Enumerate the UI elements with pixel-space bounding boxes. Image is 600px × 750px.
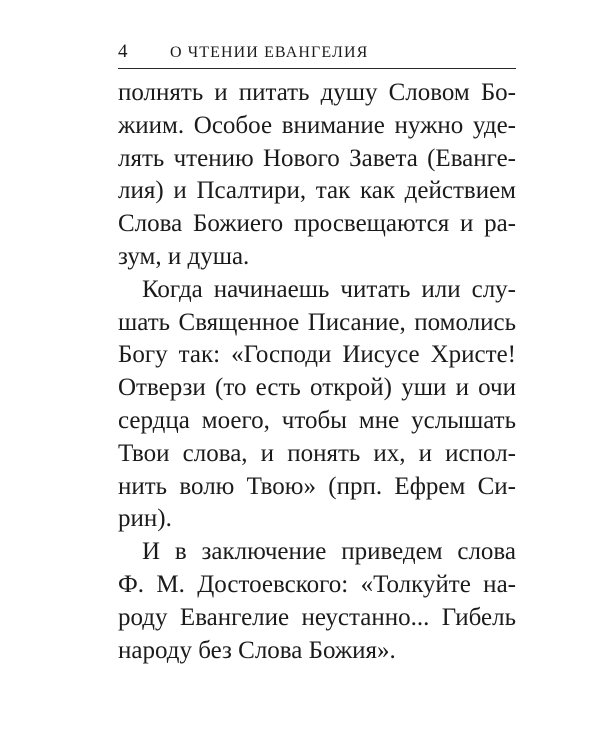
text-line: Слова Божиего просвещаются и ра-: [118, 210, 516, 238]
text-line: И в заключение приведем слова: [142, 538, 516, 566]
page-number: 4: [118, 41, 128, 62]
header-rule: [118, 68, 516, 69]
running-title: О ЧТЕНИИ ЕВАНГЕЛИЯ: [170, 44, 369, 61]
text-line: рин).: [118, 505, 172, 533]
text-line: Когда начинаешь читать или слу-: [142, 275, 516, 303]
text-line: жиим. Особое внимание нужно уде-: [118, 111, 516, 139]
text-line: сердца моего, чтобы мне услышать: [118, 406, 516, 434]
page-header: [118, 40, 516, 64]
body-text: [118, 77, 516, 667]
text-line: Твои слова, и понять их, и испол-: [118, 439, 516, 467]
text-line: Богу так: «Господи Иисусе Христе!: [118, 341, 516, 369]
text-line: роду Евангелие неустанно... Гибель: [118, 603, 516, 631]
text-line: зум, и душа.: [118, 242, 250, 270]
text-line: шать Священное Писание, помолись: [118, 308, 516, 336]
text-line: полнять и питать душу Словом Бо-: [118, 79, 516, 106]
text-line: Ф. М. Достоевского: «Толкуйте на-: [118, 570, 516, 598]
text-line: лять чтению Нового Завета (Еванге-: [118, 144, 516, 172]
text-line: народу без Слова Божия».: [118, 636, 396, 664]
text-line: Отверзи (то есть открой) уши и очи: [118, 374, 516, 402]
text-line: лия) и Псалтири, так как действием: [118, 177, 516, 205]
paragraph-1: [118, 77, 516, 274]
paragraph-2: [118, 274, 516, 536]
paragraph-3: [118, 536, 516, 667]
text-line: нить волю Твою» (прп. Ефрем Си-: [118, 472, 516, 500]
